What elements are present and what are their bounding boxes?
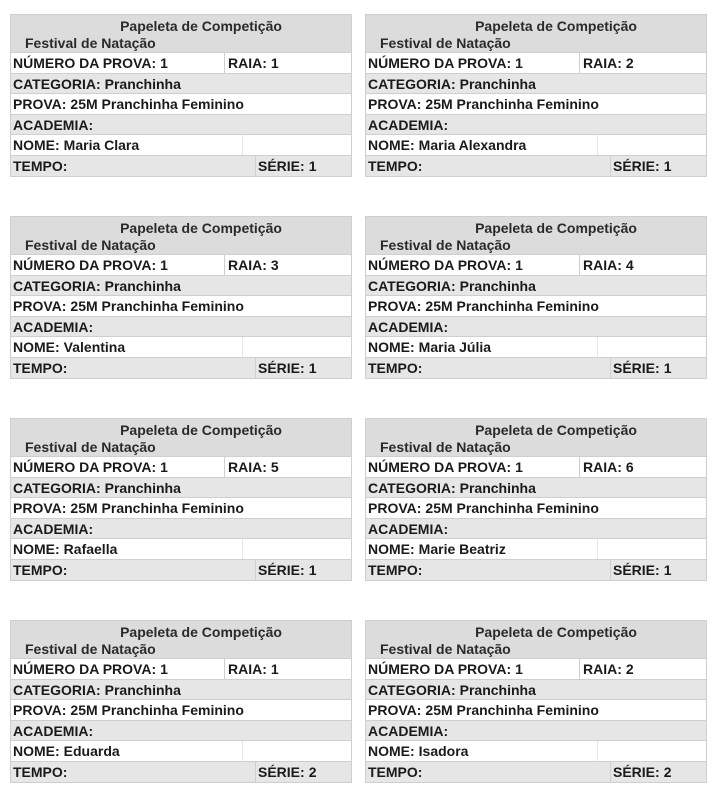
event-label: PROVA: [13, 500, 67, 516]
competition-slip [365, 418, 707, 581]
event-value: 25M Pranchinha Feminino [70, 702, 244, 718]
name-label: NOME: [13, 137, 60, 153]
row-time-heat [11, 358, 351, 379]
lane-label: RAIA: [583, 257, 622, 273]
row-academy [366, 317, 706, 338]
row-name [11, 337, 351, 358]
row-academy [366, 519, 706, 540]
name-value: Rafaella [63, 541, 118, 557]
row-academy [11, 519, 351, 540]
competition-slip [365, 216, 707, 379]
heat-label: SÉRIE: [613, 359, 660, 376]
slip-header [11, 621, 351, 659]
category-value: Pranchinha [459, 681, 536, 698]
row-event [11, 498, 351, 519]
name-value: Maria Clara [63, 137, 140, 153]
category-label: CATEGORIA: [13, 479, 101, 496]
event-number-value: 1 [515, 55, 523, 71]
name-value: Maria Alexandra [418, 137, 527, 153]
slip-subtitle: Festival de Natação [25, 641, 156, 657]
heat-label: SÉRIE: [258, 561, 305, 578]
category-label: CATEGORIA: [368, 277, 456, 294]
competition-slip [10, 620, 352, 783]
slip-title: Papeleta de Competição [475, 624, 637, 640]
category-value: Pranchinha [459, 75, 536, 92]
time-label: TEMPO: [13, 561, 68, 578]
name-value: Maria Júlia [418, 339, 492, 355]
time-label: TEMPO: [368, 763, 423, 780]
name-label: NOME: [13, 339, 60, 355]
row-category [11, 680, 351, 701]
event-number-value: 1 [515, 459, 523, 475]
event-number-value: 1 [160, 257, 168, 273]
slip-header [366, 621, 706, 659]
event-number-label: NÚMERO DA PROVA: [13, 257, 157, 273]
event-number-value: 1 [160, 459, 168, 475]
event-value: 25M Pranchinha Feminino [425, 96, 599, 112]
name-value: Isadora [418, 743, 469, 759]
name-label: NOME: [368, 743, 415, 759]
lane-label: RAIA: [583, 55, 622, 71]
event-number-label: NÚMERO DA PROVA: [368, 257, 512, 273]
row-time-heat [366, 560, 706, 581]
event-value: 25M Pranchinha Feminino [425, 298, 599, 314]
event-label: PROVA: [368, 702, 422, 718]
academy-label: ACADEMIA: [368, 520, 449, 537]
heat-label: SÉRIE: [613, 561, 660, 578]
slip-title: Papeleta de Competição [120, 220, 282, 236]
event-number-label: NÚMERO DA PROVA: [13, 55, 157, 71]
category-value: Pranchinha [459, 277, 536, 294]
row-event [366, 700, 706, 721]
slip-title: Papeleta de Competição [120, 624, 282, 640]
row-academy [11, 317, 351, 338]
heat-value: 2 [308, 763, 317, 780]
name-label: NOME: [13, 541, 60, 557]
category-label: CATEGORIA: [368, 681, 456, 698]
row-name [366, 337, 706, 358]
row-category [366, 680, 706, 701]
academy-label: ACADEMIA: [368, 318, 449, 335]
time-label: TEMPO: [13, 157, 68, 174]
row-category [11, 478, 351, 499]
name-label: NOME: [368, 137, 415, 153]
event-label: PROVA: [368, 96, 422, 112]
lane-label: RAIA: [228, 661, 267, 677]
heat-label: SÉRIE: [613, 157, 660, 174]
slip-title: Papeleta de Competição [475, 422, 637, 438]
heat-value: 2 [663, 763, 672, 780]
slip-header [11, 15, 351, 53]
lane-label: RAIA: [228, 459, 267, 475]
row-time-heat [366, 358, 706, 379]
heat-label: SÉRIE: [258, 359, 305, 376]
category-label: CATEGORIA: [368, 479, 456, 496]
row-event-lane [366, 53, 706, 74]
row-event-lane [11, 255, 351, 276]
row-academy [11, 721, 351, 742]
row-event [366, 498, 706, 519]
event-number-label: NÚMERO DA PROVA: [368, 661, 512, 677]
slip-header [11, 217, 351, 255]
academy-label: ACADEMIA: [368, 116, 449, 133]
slip-title: Papeleta de Competição [475, 18, 637, 34]
row-academy [11, 115, 351, 136]
category-value: Pranchinha [104, 479, 181, 496]
heat-value: 1 [663, 157, 672, 174]
slip-subtitle: Festival de Natação [25, 35, 156, 51]
event-number-label: NÚMERO DA PROVA: [13, 661, 157, 677]
event-number-value: 1 [515, 257, 523, 273]
heat-label: SÉRIE: [613, 763, 660, 780]
event-number-value: 1 [160, 661, 168, 677]
row-name [366, 135, 706, 156]
event-number-value: 1 [515, 661, 523, 677]
row-category [11, 276, 351, 297]
slip-header [366, 419, 706, 457]
row-category [11, 74, 351, 95]
row-category [366, 276, 706, 297]
event-value: 25M Pranchinha Feminino [425, 702, 599, 718]
category-value: Pranchinha [104, 681, 181, 698]
row-name [366, 741, 706, 762]
row-academy [366, 115, 706, 136]
heat-label: SÉRIE: [258, 157, 305, 174]
slip-subtitle: Festival de Natação [380, 237, 511, 253]
event-value: 25M Pranchinha Feminino [425, 500, 599, 516]
slip-header [366, 15, 706, 53]
lane-label: RAIA: [228, 257, 267, 273]
name-value: Marie Beatriz [418, 541, 506, 557]
row-time-heat [11, 156, 351, 177]
heat-value: 1 [308, 561, 317, 578]
row-name [366, 539, 706, 560]
competition-slip [10, 216, 352, 379]
slip-header [366, 217, 706, 255]
event-number-value: 1 [160, 55, 168, 71]
lane-value: 2 [625, 55, 634, 71]
row-event [11, 296, 351, 317]
event-label: PROVA: [368, 500, 422, 516]
row-event-lane [11, 659, 351, 680]
time-label: TEMPO: [13, 359, 68, 376]
event-label: PROVA: [13, 298, 67, 314]
academy-label: ACADEMIA: [13, 722, 94, 739]
event-value: 25M Pranchinha Feminino [70, 96, 244, 112]
row-category [366, 478, 706, 499]
lane-value: 6 [625, 459, 634, 475]
heat-value: 1 [308, 157, 317, 174]
name-label: NOME: [368, 339, 415, 355]
row-event-lane [366, 457, 706, 478]
competition-slip [365, 620, 707, 783]
slip-title: Papeleta de Competição [475, 220, 637, 236]
lane-label: RAIA: [583, 459, 622, 475]
heat-label: SÉRIE: [258, 763, 305, 780]
event-label: PROVA: [13, 96, 67, 112]
event-value: 25M Pranchinha Feminino [70, 500, 244, 516]
row-time-heat [11, 560, 351, 581]
row-event-lane [366, 255, 706, 276]
event-value: 25M Pranchinha Feminino [70, 298, 244, 314]
row-event [366, 94, 706, 115]
event-number-label: NÚMERO DA PROVA: [368, 55, 512, 71]
lane-label: RAIA: [228, 55, 267, 71]
row-name [11, 741, 351, 762]
time-label: TEMPO: [368, 157, 423, 174]
time-label: TEMPO: [368, 561, 423, 578]
category-value: Pranchinha [104, 75, 181, 92]
name-value: Eduarda [63, 743, 120, 759]
row-event [11, 700, 351, 721]
category-label: CATEGORIA: [368, 75, 456, 92]
name-label: NOME: [13, 743, 60, 759]
row-category [366, 74, 706, 95]
competition-slip [10, 418, 352, 581]
event-number-label: NÚMERO DA PROVA: [13, 459, 157, 475]
row-time-heat [366, 156, 706, 177]
row-event [366, 296, 706, 317]
row-time-heat [11, 762, 351, 783]
slip-subtitle: Festival de Natação [25, 237, 156, 253]
academy-label: ACADEMIA: [13, 520, 94, 537]
lane-value: 1 [270, 55, 279, 71]
category-label: CATEGORIA: [13, 75, 101, 92]
lane-value: 1 [270, 661, 279, 677]
event-number-label: NÚMERO DA PROVA: [368, 459, 512, 475]
lane-value: 3 [270, 257, 279, 273]
category-value: Pranchinha [459, 479, 536, 496]
row-academy [366, 721, 706, 742]
slip-subtitle: Festival de Natação [380, 641, 511, 657]
competition-slip [10, 14, 352, 177]
academy-label: ACADEMIA: [13, 116, 94, 133]
slip-header [11, 419, 351, 457]
row-name [11, 135, 351, 156]
time-label: TEMPO: [368, 359, 423, 376]
time-label: TEMPO: [13, 763, 68, 780]
category-label: CATEGORIA: [13, 681, 101, 698]
row-time-heat [366, 762, 706, 783]
lane-value: 5 [270, 459, 279, 475]
row-name [11, 539, 351, 560]
row-event-lane [11, 53, 351, 74]
name-label: NOME: [368, 541, 415, 557]
competition-slip [365, 14, 707, 177]
heat-value: 1 [663, 561, 672, 578]
name-value: Valentina [63, 339, 126, 355]
slip-title: Papeleta de Competição [120, 422, 282, 438]
academy-label: ACADEMIA: [13, 318, 94, 335]
event-label: PROVA: [13, 702, 67, 718]
slip-subtitle: Festival de Natação [380, 35, 511, 51]
slip-subtitle: Festival de Natação [25, 439, 156, 455]
category-value: Pranchinha [104, 277, 181, 294]
slip-title: Papeleta de Competição [120, 18, 282, 34]
heat-value: 1 [663, 359, 672, 376]
lane-value: 2 [625, 661, 634, 677]
row-event-lane [366, 659, 706, 680]
heat-value: 1 [308, 359, 317, 376]
category-label: CATEGORIA: [13, 277, 101, 294]
slip-subtitle: Festival de Natação [380, 439, 511, 455]
lane-value: 4 [625, 257, 634, 273]
event-label: PROVA: [368, 298, 422, 314]
academy-label: ACADEMIA: [368, 722, 449, 739]
row-event-lane [11, 457, 351, 478]
lane-label: RAIA: [583, 661, 622, 677]
row-event [11, 94, 351, 115]
